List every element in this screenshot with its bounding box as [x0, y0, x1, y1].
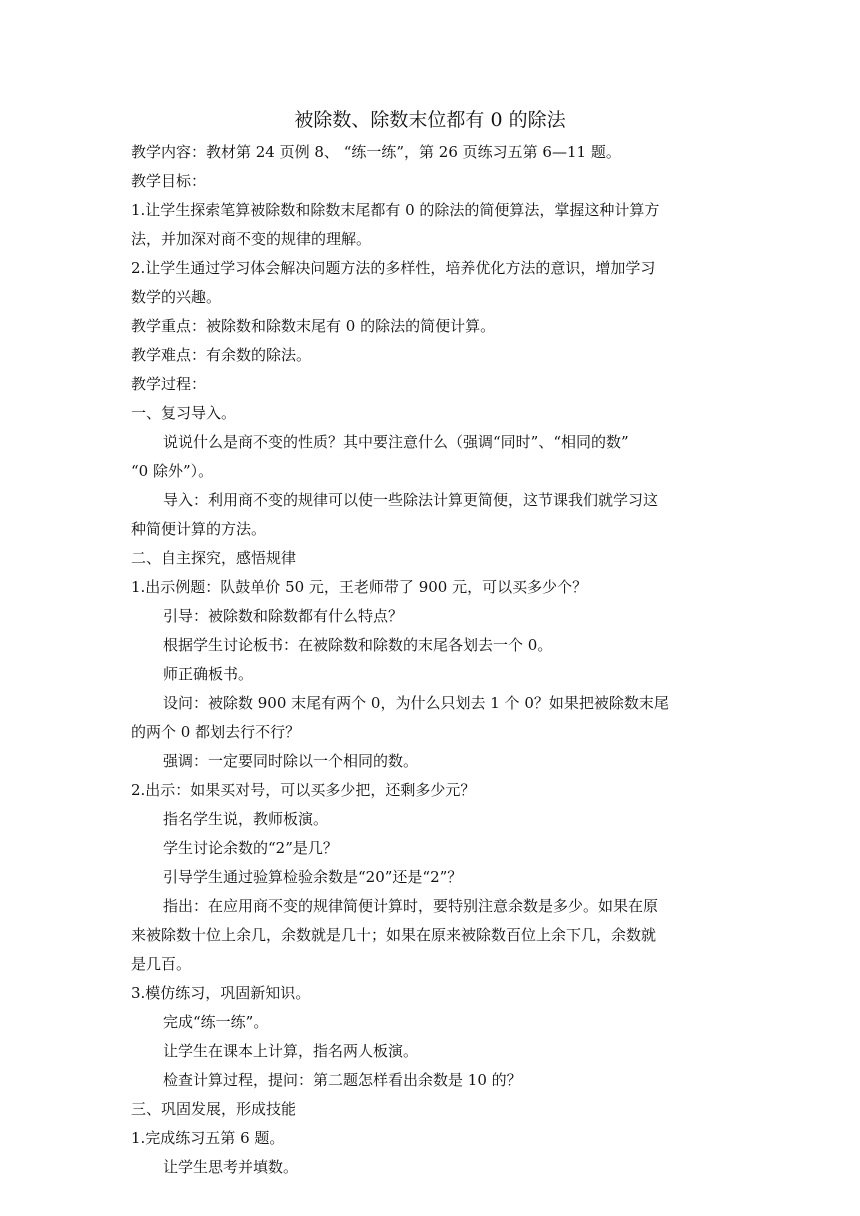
document-line: 的两个 0 都划去行不行？ [131, 723, 301, 741]
document-line: 1.出示例题：队鼓单价 50 元，王老师带了 900 元，可以买多少个？ [131, 578, 588, 596]
document-line: 检查计算过程，提问：第二题怎样看出余数是 10 的？ [163, 1071, 522, 1089]
document-line: 是几百。 [131, 955, 192, 973]
document-line: 指名学生说，教师板演。 [163, 810, 329, 828]
document-line: 让学生在课本上计算，指名两人板演。 [163, 1042, 419, 1060]
document-line: 教学内容：教材第 24 页例 8、 “练一练”，第 26 页练习五第 6—11 题。 [131, 143, 621, 161]
document-title: 被除数、除数末位都有 0 的除法 [294, 109, 566, 131]
document-line: 引导学生通过验算检验余数是“20”还是“2”？ [163, 868, 463, 886]
document-line: 教学过程： [131, 375, 207, 393]
document-line: 三、巩固发展，形成技能 [131, 1100, 297, 1118]
document-body [131, 138, 731, 1182]
document-line: 3.模仿练习，巩固新知识。 [131, 984, 311, 1002]
document-line: 来被除数十位上余几，余数就是几十；如果在原来被除数百位上余下几，余数就 [131, 926, 657, 944]
document-line: 种简便计算的方法。 [131, 520, 267, 538]
document-line: 二、自主探究，感悟规律 [131, 549, 297, 567]
document-line: 引导：被除数和除数都有什么特点？ [163, 607, 404, 625]
document-line: 教学目标： [131, 172, 207, 190]
document-line: 1.让学生探索笔算被除数和除数末尾都有 0 的除法的简便算法，掌握这种计算方 [131, 201, 660, 219]
document-line: 让学生思考并填数。 [163, 1158, 299, 1176]
document-line: 法，并加深对商不变的规律的理解。 [131, 230, 372, 248]
document-line: 数学的兴趣。 [131, 288, 222, 306]
document-line: 指出：在应用商不变的规律简便计算时，要特别注意余数是多少。如果在原 [163, 897, 659, 915]
document-line: 设问：被除数 900 末尾有两个 0，为什么只划去 1 个 0？如果把被除数末尾 [163, 694, 669, 712]
document-line: 导入：利用商不变的规律可以使一些除法计算更简便，这节课我们就学习这 [163, 491, 659, 509]
document-line: 教学重点：被除数和除数末尾有 0 的除法的简便计算。 [131, 317, 496, 335]
document-line: 一、复习导入。 [131, 404, 237, 422]
document-line: 教学难点：有余数的除法。 [131, 346, 312, 364]
document-line: 师正确板书。 [163, 665, 254, 683]
document-line: 1.完成练习五第 6 题。 [131, 1129, 285, 1147]
document-line: 完成“练一练”。 [163, 1013, 269, 1031]
document-line: 根据学生讨论板书：在被除数和除数的末尾各划去一个 0。 [163, 636, 553, 654]
document-line: “0 除外”）。 [131, 462, 214, 480]
document-line: 2.出示：如果买对号，可以买多少把，还剩多少元？ [131, 781, 476, 799]
document-line: 2.让学生通过学习体会解决问题方法的多样性，培养优化方法的意识，增加学习 [131, 259, 656, 277]
document-line: 学生讨论余数的“2”是几？ [163, 839, 338, 857]
document-line: 说说什么是商不变的性质？其中要注意什么（强调“同时”、“相同的数” [163, 433, 629, 451]
document-line: 强调：一定要同时除以一个相同的数。 [163, 752, 419, 770]
